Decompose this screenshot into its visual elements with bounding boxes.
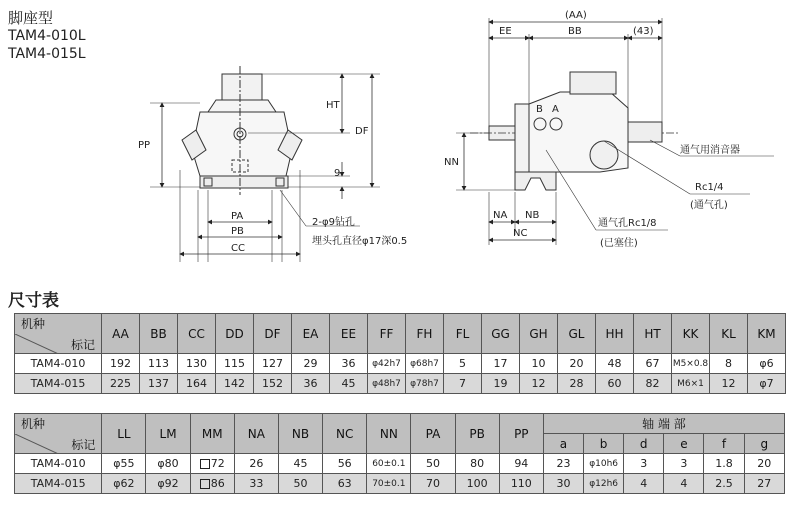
table-cell: 48 [596,354,634,374]
table-cell: 164 [178,374,216,394]
dim-df: DF [355,126,369,137]
dimension-table-2 [14,413,785,494]
table-cell: 127 [254,354,292,374]
model-cell: TAM4-015 [15,374,102,394]
table-header-row [15,414,785,434]
column-header: FH [406,314,444,354]
note-counterbore: 埋头孔直径φ17深0.5 [312,236,408,247]
dim-nc: NC [513,228,528,239]
table-cell: 4 [664,474,704,494]
table-cell: 28 [558,374,596,394]
cell-value: 86 [210,477,225,490]
model-label: TAM4-010L [8,28,86,44]
front-view [150,66,380,262]
column-header: g [744,434,784,454]
dim-pa: PA [231,211,244,222]
column-header: EA [292,314,330,354]
table-cell: 137 [140,374,178,394]
corner-label-top: 标记 [71,437,96,452]
model-cell: TAM4-010 [15,354,102,374]
table-corner-cell [15,414,102,454]
table-cell: φ78h7 [406,374,444,394]
column-header: FL [444,314,482,354]
column-header: GH [520,314,558,354]
column-header: GG [482,314,520,354]
note-drill-hole: 2-φ9钻孔 [312,217,355,228]
label-muffler: 通气用消音器 [680,145,740,156]
dimension-table-1 [14,313,786,394]
table-cell: 115 [216,354,254,374]
dim-aa: (AA) [565,10,587,21]
table-cell: 1.8 [704,454,744,474]
dim-nb: NB [525,210,540,221]
dim-cc: CC [231,243,245,254]
table-cell: φ10h6 [584,454,624,474]
port-b: B [536,104,543,115]
table-cell: 2.5 [704,474,744,494]
table-cell: 192 [102,354,140,374]
model-cell: TAM4-010 [15,454,102,474]
table-cell: φ48h7 [368,374,406,394]
table-cell: 7 [444,374,482,394]
table-row [15,354,786,374]
column-header: MM [190,414,234,454]
column-header: LL [102,414,146,454]
column-header: d [624,434,664,454]
table-cell: 36 [330,354,368,374]
table-cell: 36 [292,374,330,394]
table-cell: φ6 [748,354,786,374]
corner-label-top: 标记 [70,337,95,352]
table-cell: 50 [278,474,322,494]
table-cell: 10 [520,354,558,374]
column-header: e [664,434,704,454]
port-a: A [552,104,559,115]
column-header: NN [367,414,411,454]
table-row [15,454,785,474]
label-vent-rc18: 通气孔Rc1/8 [598,218,657,229]
table-cell: 80 [455,454,499,474]
column-header: DF [254,314,292,354]
table-cell: 5 [444,354,482,374]
dim-43: (43) [633,26,654,37]
table-cell: 225 [102,374,140,394]
dim-nn: NN [444,157,459,168]
column-header: KK [672,314,710,354]
column-header: f [704,434,744,454]
section-title: 尺寸表 [8,291,59,311]
table-cell: 142 [216,374,254,394]
table-cell: φ62 [102,474,146,494]
table-cell: 3 [664,454,704,474]
table-cell: 29 [292,354,330,374]
dim-9: 9 [334,168,341,179]
table-cell: 60±0.1 [367,454,411,474]
column-header: b [584,434,624,454]
dim-ee: EE [499,26,512,37]
table-cell [190,474,234,494]
shaft-end-group-header: 轴 端 部 [543,414,784,434]
dim-pb: PB [231,226,244,237]
page-title: 脚座型 [8,9,54,27]
column-header: DD [216,314,254,354]
table-cell: 17 [482,354,520,374]
label-plugged: (已塞住) [600,238,638,249]
table-cell: 12 [710,374,748,394]
table-cell: 23 [543,454,583,474]
table-cell: 45 [278,454,322,474]
column-header: GL [558,314,596,354]
table-cell: 8 [710,354,748,374]
table-cell: 4 [624,474,664,494]
dim-pp: PP [138,140,151,151]
table-cell: φ7 [748,374,786,394]
table-cell: φ55 [102,454,146,474]
table-cell: 60 [596,374,634,394]
table-row [15,474,785,494]
table-cell: M5×0.8 [672,354,710,374]
column-header: BB [140,314,178,354]
dim-ht: HT [326,100,340,111]
dim-bb: BB [568,26,582,37]
table-cell: 20 [558,354,596,374]
model-cell: TAM4-015 [15,474,102,494]
corner-label-bottom: 机种 [21,316,46,331]
table-cell: 94 [499,454,543,474]
label-rc14: Rc1/4 [695,182,724,193]
table-cell: 63 [323,474,367,494]
table-cell: 110 [499,474,543,494]
table-cell: 27 [744,474,784,494]
column-header: LM [146,414,190,454]
column-header: a [543,434,583,454]
cell-value: 72 [210,457,225,470]
table-cell: 30 [543,474,583,494]
table-cell: φ68h7 [406,354,444,374]
column-header: KM [748,314,786,354]
table-cell: 67 [634,354,672,374]
column-header: NA [234,414,278,454]
table-cell: 100 [455,474,499,494]
table-cell: 12 [520,374,558,394]
table-cell: 45 [330,374,368,394]
model-label: TAM4-015L [8,45,86,62]
table-cell: 56 [323,454,367,474]
table-cell: 20 [744,454,784,474]
table-cell: 113 [140,354,178,374]
column-header: CC [178,314,216,354]
label-vent-hole: (通气孔) [690,200,728,211]
table-cell: φ92 [146,474,190,494]
table-cell: φ80 [146,454,190,474]
table-header-row [15,314,786,354]
table-cell: 130 [178,354,216,374]
column-header: NC [323,414,367,454]
table-cell: 3 [624,454,664,474]
table-cell: φ12h6 [584,474,624,494]
column-header: NB [278,414,322,454]
column-header: PP [499,414,543,454]
table-cell: φ42h7 [368,354,406,374]
table-cell: 70 [411,474,455,494]
table-cell: 152 [254,374,292,394]
square-icon [200,479,210,489]
table-cell: 26 [234,454,278,474]
column-header: AA [102,314,140,354]
table-row [15,374,786,394]
table-cell: 70±0.1 [367,474,411,494]
table-cell: M6×1 [672,374,710,394]
table-cell [190,454,234,474]
square-icon [200,459,210,469]
column-header: PA [411,414,455,454]
column-header: KL [710,314,748,354]
table-cell: 19 [482,374,520,394]
dim-na: NA [493,210,508,221]
column-header: EE [330,314,368,354]
table-cell: 50 [411,454,455,474]
column-header: PB [455,414,499,454]
table-cell: 33 [234,474,278,494]
table-cell: 82 [634,374,672,394]
column-header: FF [368,314,406,354]
table-corner-cell [15,314,102,354]
column-header: HT [634,314,672,354]
corner-label-bottom: 机种 [21,416,46,431]
column-header: HH [596,314,634,354]
